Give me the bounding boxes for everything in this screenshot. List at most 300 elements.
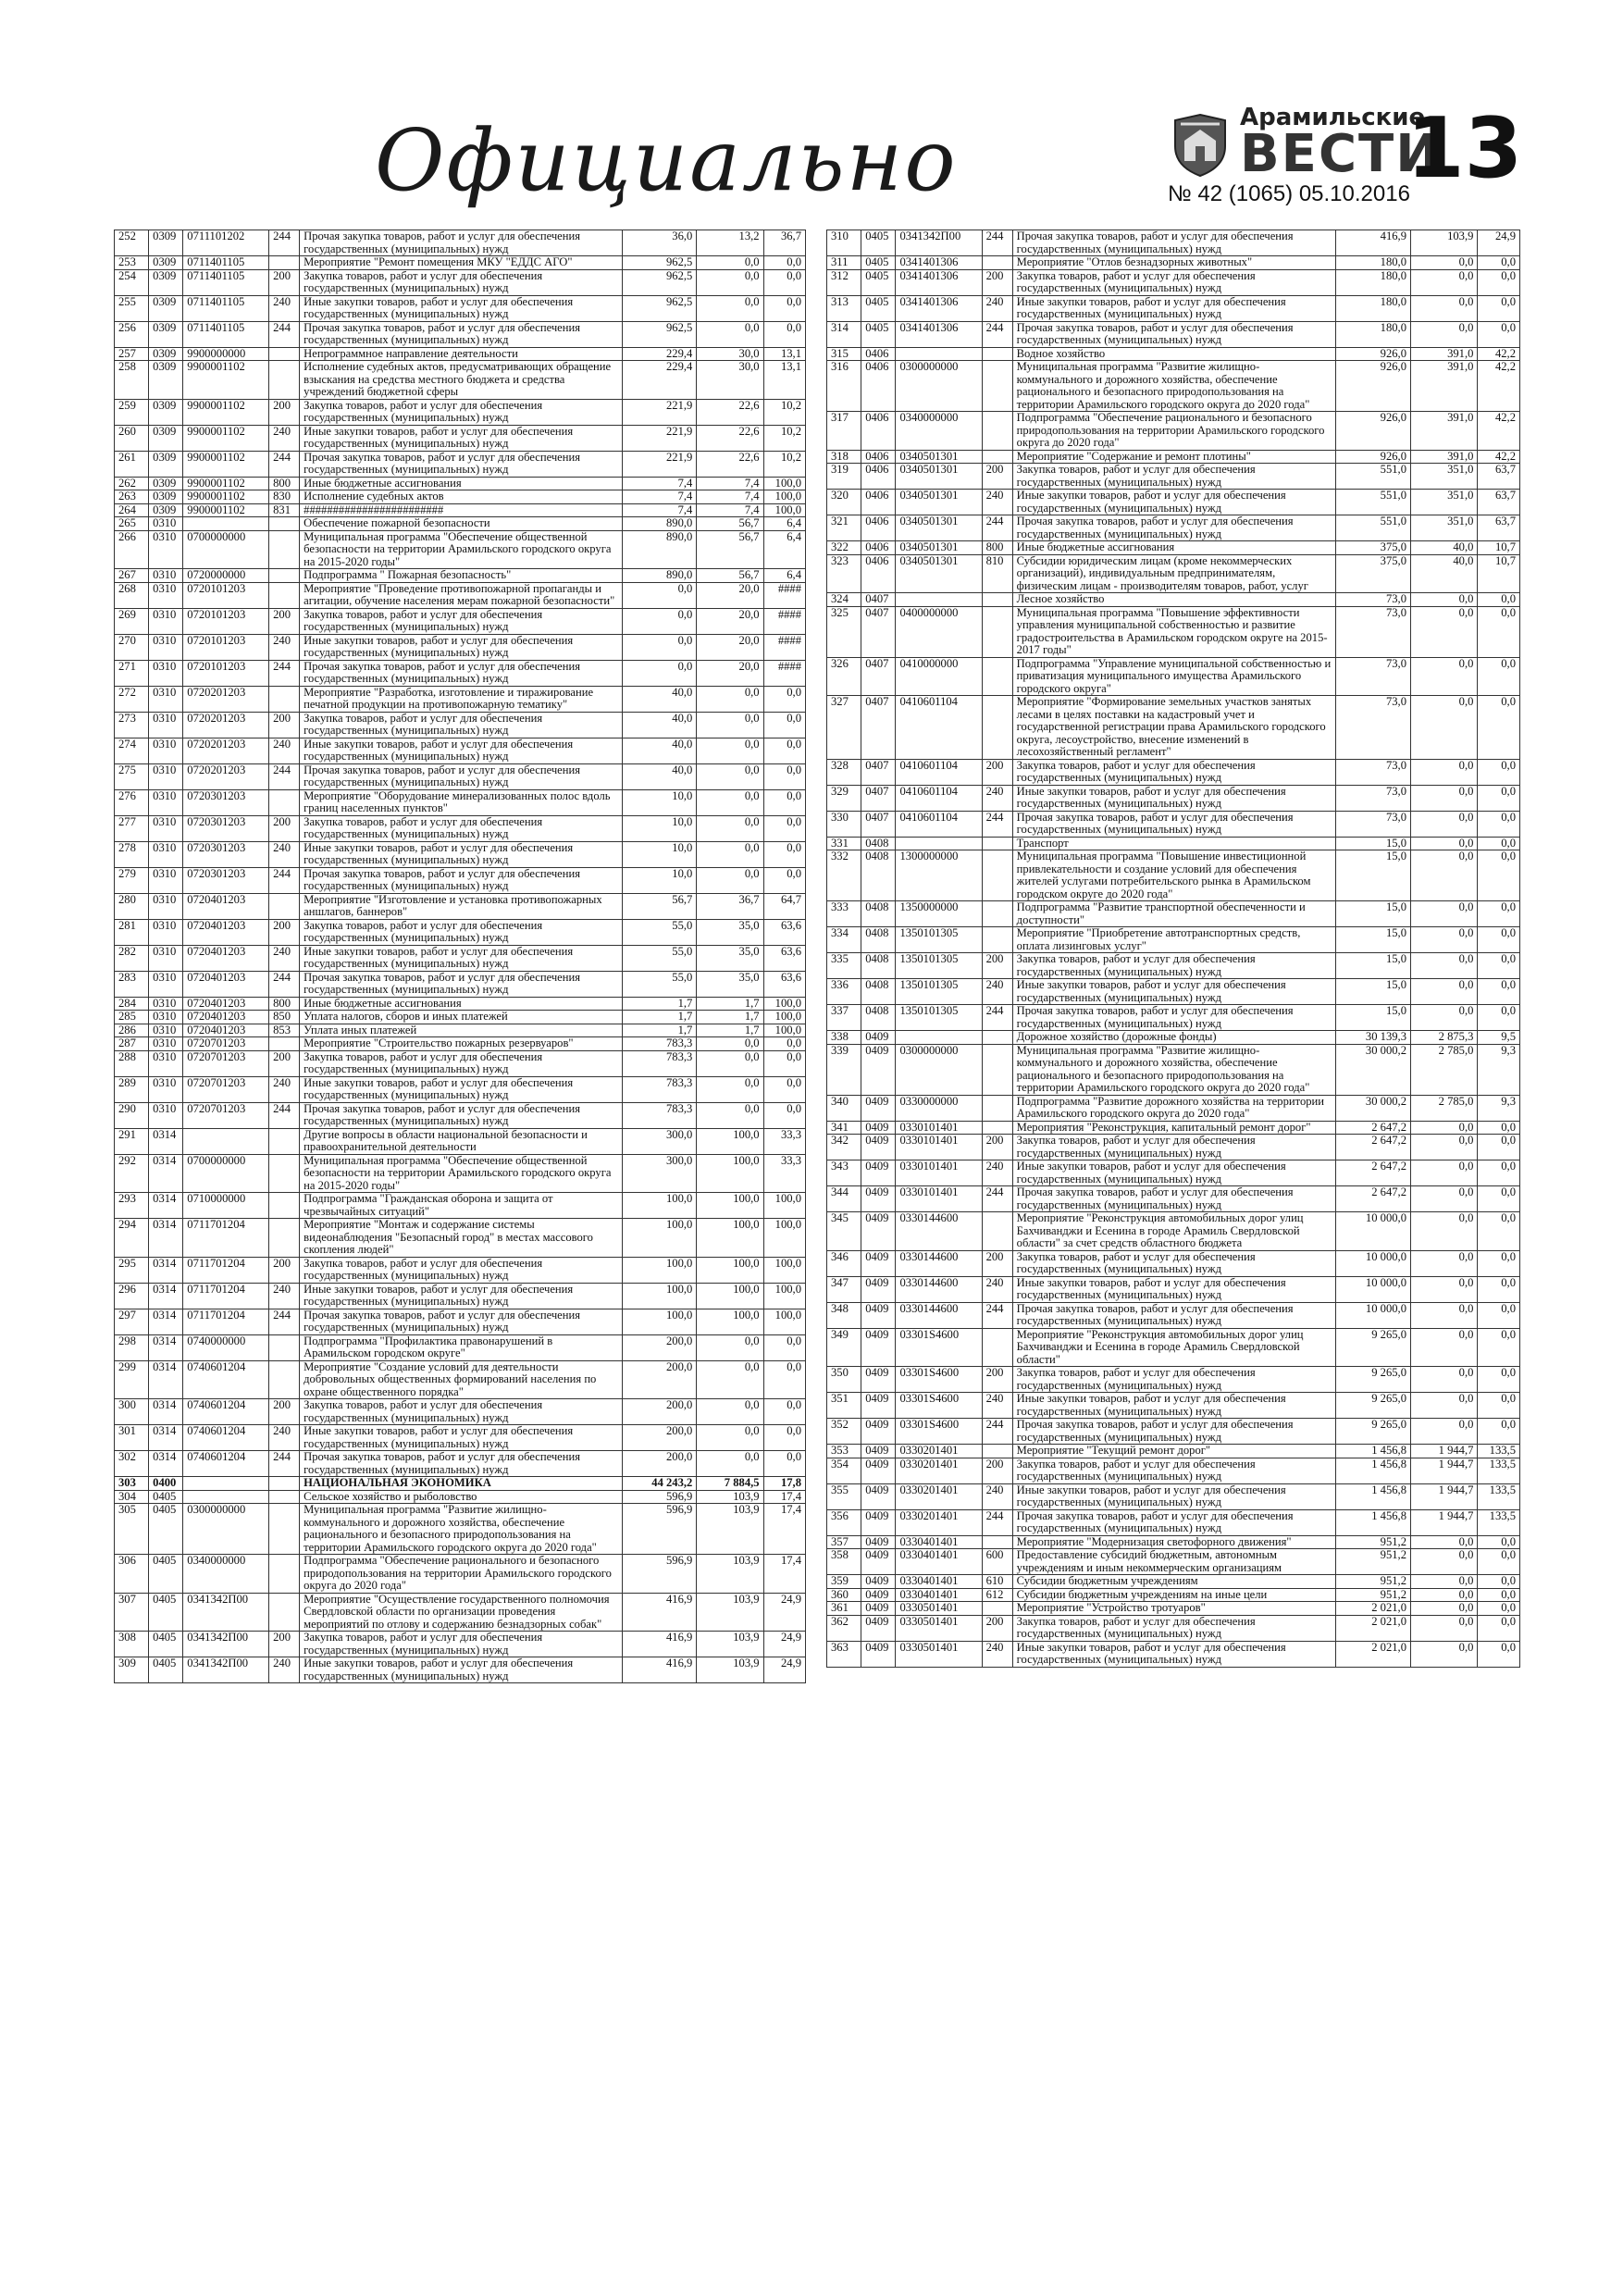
executed-amount-cell: 56,7 — [697, 569, 763, 583]
executed-amount-cell: 1,7 — [697, 1011, 763, 1024]
row-number-cell: 286 — [115, 1024, 149, 1037]
item-name-cell: ######################## — [300, 503, 623, 517]
expense-type-cell: 853 — [269, 1024, 300, 1037]
table-row — [827, 979, 1520, 1005]
table-row — [827, 412, 1520, 451]
executed-amount-cell: 0,0 — [1411, 696, 1478, 760]
item-name-cell: Дорожное хозяйство (дорожные фонды) — [1012, 1031, 1336, 1045]
item-name-cell: Мероприятие "Реконструкция автомобильных дорог улиц Бахчиванджи и Есенина в городе Арамиль Свердловской области" — [1012, 1328, 1336, 1367]
planned-amount-cell: 221,9 — [622, 451, 696, 477]
expense-type-cell — [982, 1044, 1012, 1095]
row-number-cell: 301 — [115, 1425, 149, 1451]
executed-amount-cell: 391,0 — [1411, 361, 1478, 412]
item-name-cell: Закупка товаров, работ и услуг для обеспечения государственных (муниципальных) нужд — [1012, 1615, 1336, 1641]
planned-amount-cell: 551,0 — [1336, 464, 1411, 490]
row-number-cell: 322 — [827, 541, 861, 555]
page-number: 13 — [1406, 100, 1523, 197]
item-name-cell: Водное хозяйство — [1012, 347, 1336, 361]
section-code-cell: 0310 — [149, 945, 183, 971]
target-code-cell — [183, 1477, 269, 1491]
row-number-cell: 284 — [115, 997, 149, 1011]
table-row — [115, 1632, 806, 1657]
row-number-cell: 334 — [827, 927, 861, 953]
execution-percent-cell: 24,9 — [763, 1657, 805, 1683]
row-number-cell: 270 — [115, 634, 149, 660]
expense-type-cell: 200 — [269, 919, 300, 945]
table-row — [115, 686, 806, 712]
target-code-cell: 0711701204 — [183, 1283, 269, 1309]
row-number-cell: 356 — [827, 1509, 861, 1535]
execution-percent-cell: 0,0 — [763, 815, 805, 841]
expense-type-cell — [982, 256, 1012, 270]
target-code-cell: 03301S4600 — [896, 1419, 982, 1445]
table-row — [827, 256, 1520, 270]
table-row — [827, 1549, 1520, 1575]
target-code-cell: 0720401203 — [183, 997, 269, 1011]
executed-amount-cell: 0,0 — [1411, 1419, 1478, 1445]
target-code-cell — [896, 347, 982, 361]
executed-amount-cell: 103,9 — [697, 1504, 763, 1555]
table-row — [115, 893, 806, 919]
execution-percent-cell: 100,0 — [763, 1193, 805, 1219]
planned-amount-cell: 375,0 — [1336, 541, 1411, 555]
target-code-cell: 0340501301 — [896, 541, 982, 555]
target-code-cell: 0711701204 — [183, 1257, 269, 1283]
target-code-cell: 0720101203 — [183, 634, 269, 660]
executed-amount-cell: 0,0 — [697, 1425, 763, 1451]
item-name-cell: Муниципальная программа "Развитие жилищно-коммунального и дорожного хозяйства, обеспечение рационального и безопасного природопользования на территории Арамильского городского округа до 2020 года" — [1012, 1044, 1336, 1095]
table-row — [115, 1555, 806, 1594]
execution-percent-cell: 17,4 — [763, 1490, 805, 1504]
target-code-cell: 0340000000 — [896, 412, 982, 451]
item-name-cell: Иные закупки товаров, работ и услуг для обеспечения государственных (муниципальных) нужд — [1012, 1483, 1336, 1509]
planned-amount-cell: 10,0 — [622, 841, 696, 867]
row-number-cell: 330 — [827, 811, 861, 837]
item-name-cell: Закупка товаров, работ и услуг для обеспечения государственных (муниципальных) нужд — [1012, 464, 1336, 490]
section-code-cell: 0408 — [861, 837, 896, 850]
table-row — [827, 1276, 1520, 1302]
item-name-cell: Мероприятия "Реконструкция, капитальный ремонт дорог" — [1012, 1121, 1336, 1135]
section-code-cell: 0406 — [861, 515, 896, 541]
expense-type-cell: 244 — [982, 811, 1012, 837]
table-row — [115, 530, 806, 569]
execution-percent-cell: 0,0 — [763, 1334, 805, 1360]
item-name-cell: Иные закупки товаров, работ и услуг для обеспечения государственных (муниципальных) нужд — [1012, 1276, 1336, 1302]
row-number-cell: 348 — [827, 1302, 861, 1328]
section-code-cell: 0310 — [149, 530, 183, 569]
execution-percent-cell: 0,0 — [1478, 811, 1520, 837]
expense-type-cell — [269, 1193, 300, 1219]
expense-type-cell — [982, 412, 1012, 451]
row-number-cell: 332 — [827, 850, 861, 901]
planned-amount-cell: 200,0 — [622, 1334, 696, 1360]
executed-amount-cell: 1,7 — [697, 997, 763, 1011]
target-code-cell: 0720701203 — [183, 1102, 269, 1128]
expense-type-cell: 240 — [982, 1160, 1012, 1186]
planned-amount-cell: 40,0 — [622, 712, 696, 738]
table-row — [827, 269, 1520, 295]
table-row — [827, 657, 1520, 696]
executed-amount-cell: 0,0 — [1411, 1367, 1478, 1393]
row-number-cell: 268 — [115, 582, 149, 608]
target-code-cell: 0720401203 — [183, 1011, 269, 1024]
expense-type-cell: 200 — [269, 1399, 300, 1425]
expense-type-cell: 244 — [269, 1309, 300, 1334]
planned-amount-cell: 229,4 — [622, 347, 696, 361]
execution-percent-cell: 0,0 — [763, 295, 805, 321]
table-row — [115, 1024, 806, 1037]
execution-percent-cell: 0,0 — [763, 686, 805, 712]
row-number-cell: 343 — [827, 1160, 861, 1186]
brand-top-text: Арамильские — [1240, 104, 1426, 131]
row-number-cell: 345 — [827, 1212, 861, 1251]
planned-amount-cell: 15,0 — [1336, 850, 1411, 901]
execution-percent-cell: 0,0 — [763, 321, 805, 347]
planned-amount-cell: 300,0 — [622, 1128, 696, 1154]
executed-amount-cell: 0,0 — [1411, 927, 1478, 953]
row-number-cell: 259 — [115, 399, 149, 425]
planned-amount-cell: 15,0 — [1336, 1005, 1411, 1031]
item-name-cell: Иные закупки товаров, работ и услуг для обеспечения государственных (муниципальных) нужд — [300, 295, 623, 321]
expense-type-cell: 244 — [269, 451, 300, 477]
execution-percent-cell: 17,8 — [763, 1477, 805, 1491]
planned-amount-cell: 73,0 — [1336, 696, 1411, 760]
planned-amount-cell: 44 243,2 — [622, 1477, 696, 1491]
expense-type-cell: 800 — [269, 997, 300, 1011]
table-row — [115, 1050, 806, 1076]
table-row — [115, 945, 806, 971]
section-code-cell: 0409 — [861, 1393, 896, 1419]
executed-amount-cell: 0,0 — [1411, 1328, 1478, 1367]
table-row — [827, 837, 1520, 850]
expense-type-cell: 244 — [982, 321, 1012, 347]
section-code-cell: 0405 — [149, 1555, 183, 1594]
executed-amount-cell: 0,0 — [1411, 1276, 1478, 1302]
planned-amount-cell: 2 647,2 — [1336, 1186, 1411, 1212]
table-row — [115, 1011, 806, 1024]
planned-amount-cell: 416,9 — [1336, 230, 1411, 256]
executed-amount-cell: 0,0 — [1411, 606, 1478, 657]
execution-percent-cell: 9,5 — [1478, 1031, 1520, 1045]
executed-amount-cell: 56,7 — [697, 530, 763, 569]
section-code-cell: 0407 — [861, 606, 896, 657]
execution-percent-cell: 6,4 — [763, 517, 805, 531]
item-name-cell: Закупка товаров, работ и услуг для обеспечения государственных (муниципальных) нужд — [300, 815, 623, 841]
execution-percent-cell: 100,0 — [763, 1024, 805, 1037]
target-code-cell: 0711401105 — [183, 295, 269, 321]
execution-percent-cell: 0,0 — [1478, 593, 1520, 607]
execution-percent-cell: 0,0 — [1478, 657, 1520, 696]
section-code-cell: 0405 — [149, 1504, 183, 1555]
table-row — [827, 541, 1520, 555]
target-code-cell: 0400000000 — [896, 606, 982, 657]
executed-amount-cell: 0,0 — [1411, 1005, 1478, 1031]
table-row — [115, 712, 806, 738]
table-row — [827, 554, 1520, 593]
item-name-cell: Прочая закупка товаров, работ и услуг для обеспечения государственных (муниципальных) нужд — [1012, 1302, 1336, 1328]
section-code-cell: 0407 — [861, 785, 896, 811]
expense-type-cell — [982, 850, 1012, 901]
table-row — [115, 815, 806, 841]
item-name-cell: Закупка товаров, работ и услуг для обеспечения государственных (муниципальных) нужд — [300, 399, 623, 425]
expense-type-cell: 240 — [982, 785, 1012, 811]
section-code-cell: 0409 — [861, 1445, 896, 1458]
item-name-cell: Мероприятие "Монтаж и содержание системы видеонаблюдения "Безопасный город" в местах массового скопления людей" — [300, 1219, 623, 1258]
row-number-cell: 315 — [827, 347, 861, 361]
item-name-cell: Иные закупки товаров, работ и услуг для обеспечения государственных (муниципальных) нужд — [1012, 1160, 1336, 1186]
row-number-cell: 267 — [115, 569, 149, 583]
expense-type-cell: 810 — [982, 554, 1012, 593]
planned-amount-cell: 926,0 — [1336, 361, 1411, 412]
planned-amount-cell: 73,0 — [1336, 593, 1411, 607]
section-code-cell: 0314 — [149, 1309, 183, 1334]
row-number-cell: 285 — [115, 1011, 149, 1024]
executed-amount-cell: 0,0 — [697, 256, 763, 270]
item-name-cell: Мероприятие "Текущий ремонт дорог" — [1012, 1445, 1336, 1458]
item-name-cell: Прочая закупка товаров, работ и услуг для обеспечения государственных (муниципальных) нужд — [1012, 1419, 1336, 1445]
item-name-cell: Муниципальная программа "Повышение эффективности управления муниципальной собственностью и развитие градостроительства в Арамильском городском округе на 2015-2017 годы" — [1012, 606, 1336, 657]
execution-percent-cell: 6,4 — [763, 569, 805, 583]
execution-percent-cell: 100,0 — [763, 1257, 805, 1283]
expense-type-cell: 240 — [982, 295, 1012, 321]
table-row — [827, 321, 1520, 347]
section-code-cell: 0310 — [149, 660, 183, 686]
execution-percent-cell: 10,2 — [763, 451, 805, 477]
execution-percent-cell: 0,0 — [1478, 1302, 1520, 1328]
section-code-cell: 0409 — [861, 1367, 896, 1393]
target-code-cell: 0340501301 — [896, 490, 982, 515]
target-code-cell: 0720201203 — [183, 738, 269, 763]
section-code-cell: 0408 — [861, 850, 896, 901]
target-code-cell: 0341342П00 — [896, 230, 982, 256]
expense-type-cell: 240 — [982, 1276, 1012, 1302]
target-code-cell: 0720201203 — [183, 763, 269, 789]
section-code-cell: 0406 — [861, 450, 896, 464]
target-code-cell: 0330501401 — [896, 1615, 982, 1641]
execution-percent-cell: 24,9 — [763, 1593, 805, 1632]
table-row — [115, 517, 806, 531]
section-code-cell: 0406 — [861, 361, 896, 412]
row-number-cell: 261 — [115, 451, 149, 477]
target-code-cell: 0720301203 — [183, 867, 269, 893]
section-code-cell: 0409 — [861, 1535, 896, 1549]
item-name-cell: Иные закупки товаров, работ и услуг для обеспечения государственных (муниципальных) нужд — [300, 945, 623, 971]
table-row — [115, 634, 806, 660]
target-code-cell: 0330101401 — [896, 1135, 982, 1160]
planned-amount-cell: 416,9 — [622, 1632, 696, 1657]
execution-percent-cell: 0,0 — [1478, 256, 1520, 270]
table-row — [115, 503, 806, 517]
row-number-cell: 269 — [115, 608, 149, 634]
execution-percent-cell: 0,0 — [763, 1425, 805, 1451]
execution-percent-cell: 133,5 — [1478, 1483, 1520, 1509]
section-code-cell: 0310 — [149, 919, 183, 945]
planned-amount-cell: 416,9 — [622, 1657, 696, 1683]
row-number-cell: 265 — [115, 517, 149, 531]
section-code-cell: 0408 — [861, 953, 896, 979]
table-row — [827, 1135, 1520, 1160]
item-name-cell: Муниципальная программа "Повышение инвестиционной привлекательности и создание условий для обеспечения жителей услугами потребительского рынка в Арамильском городском округе до 2020 года" — [1012, 850, 1336, 901]
table-row — [827, 696, 1520, 760]
section-code-cell: 0309 — [149, 347, 183, 361]
target-code-cell: 1350101305 — [896, 927, 982, 953]
execution-percent-cell: 42,2 — [1478, 361, 1520, 412]
item-name-cell: Иные закупки товаров, работ и услуг для обеспечения государственных (муниципальных) нужд — [300, 841, 623, 867]
table-row — [115, 867, 806, 893]
execution-percent-cell: 0,0 — [763, 1076, 805, 1102]
section-code-cell: 0409 — [861, 1044, 896, 1095]
target-code-cell: 0340501301 — [896, 515, 982, 541]
expense-type-cell: 200 — [982, 1367, 1012, 1393]
row-number-cell: 355 — [827, 1483, 861, 1509]
executed-amount-cell: 7 884,5 — [697, 1477, 763, 1491]
section-code-cell: 0310 — [149, 997, 183, 1011]
target-code-cell: 9900001102 — [183, 399, 269, 425]
target-code-cell: 9900001102 — [183, 451, 269, 477]
section-code-cell: 0309 — [149, 503, 183, 517]
target-code-cell: 0341401306 — [896, 295, 982, 321]
section-code-cell: 0309 — [149, 230, 183, 256]
row-number-cell: 252 — [115, 230, 149, 256]
table-row — [827, 1575, 1520, 1589]
row-number-cell: 288 — [115, 1050, 149, 1076]
target-code-cell: 0711701204 — [183, 1219, 269, 1258]
executed-amount-cell: 35,0 — [697, 945, 763, 971]
target-code-cell: 0330501401 — [896, 1602, 982, 1616]
executed-amount-cell: 36,7 — [697, 893, 763, 919]
section-code-cell: 0409 — [861, 1328, 896, 1367]
executed-amount-cell: 0,0 — [697, 763, 763, 789]
section-code-cell: 0406 — [861, 464, 896, 490]
expense-type-cell: 240 — [982, 1483, 1012, 1509]
planned-amount-cell: 951,2 — [1336, 1549, 1411, 1575]
section-code-cell: 0406 — [861, 412, 896, 451]
executed-amount-cell: 0,0 — [1411, 256, 1478, 270]
executed-amount-cell: 0,0 — [1411, 1250, 1478, 1276]
table-row — [827, 1302, 1520, 1328]
row-number-cell: 287 — [115, 1037, 149, 1051]
execution-percent-cell: 100,0 — [763, 1219, 805, 1258]
planned-amount-cell: 10,0 — [622, 867, 696, 893]
executed-amount-cell: 0,0 — [1411, 850, 1478, 901]
section-code-cell: 0407 — [861, 811, 896, 837]
execution-percent-cell: 10,2 — [763, 425, 805, 451]
item-name-cell: Закупка товаров, работ и услуг для обеспечения государственных (муниципальных) нужд — [1012, 759, 1336, 785]
row-number-cell: 254 — [115, 269, 149, 295]
executed-amount-cell: 20,0 — [697, 582, 763, 608]
item-name-cell: Иные бюджетные ассигнования — [1012, 541, 1336, 555]
planned-amount-cell: 9 265,0 — [1336, 1393, 1411, 1419]
execution-percent-cell: 0,0 — [1478, 1160, 1520, 1186]
expense-type-cell — [982, 1121, 1012, 1135]
executed-amount-cell: 391,0 — [1411, 450, 1478, 464]
section-code-cell: 0405 — [861, 230, 896, 256]
executed-amount-cell: 56,7 — [697, 517, 763, 531]
target-code-cell: 0710000000 — [183, 1193, 269, 1219]
target-code-cell: 0330201401 — [896, 1509, 982, 1535]
execution-percent-cell: 100,0 — [763, 1309, 805, 1334]
section-code-cell: 0409 — [861, 1250, 896, 1276]
row-number-cell: 303 — [115, 1477, 149, 1491]
executed-amount-cell: 103,9 — [697, 1490, 763, 1504]
section-code-cell: 0309 — [149, 321, 183, 347]
section-code-cell: 0409 — [861, 1483, 896, 1509]
target-code-cell: 9900001102 — [183, 477, 269, 490]
target-code-cell: 0711401105 — [183, 321, 269, 347]
item-name-cell: Прочая закупка товаров, работ и услуг для обеспечения государственных (муниципальных) нужд — [1012, 1186, 1336, 1212]
item-name-cell: Прочая закупка товаров, работ и услуг для обеспечения государственных (муниципальных) нужд — [300, 230, 623, 256]
table-row — [827, 927, 1520, 953]
expense-type-cell: 240 — [982, 490, 1012, 515]
execution-percent-cell: 0,0 — [763, 256, 805, 270]
execution-percent-cell: 0,0 — [763, 1360, 805, 1399]
item-name-cell: Уплата иных платежей — [300, 1024, 623, 1037]
target-code-cell: 0330144600 — [896, 1302, 982, 1328]
planned-amount-cell: 951,2 — [1336, 1535, 1411, 1549]
item-name-cell: Прочая закупка товаров, работ и услуг для обеспечения государственных (муниципальных) нужд — [300, 1102, 623, 1128]
expense-type-cell: 244 — [982, 1302, 1012, 1328]
planned-amount-cell: 15,0 — [1336, 837, 1411, 850]
executed-amount-cell: 0,0 — [697, 1334, 763, 1360]
item-name-cell: Субсидии юридическим лицам (кроме некоммерческих организаций), индивидуальным предпринимателям, физическим лицам - производителям товаров, работ, услуг — [1012, 554, 1336, 593]
expense-type-cell — [269, 1334, 300, 1360]
row-number-cell: 360 — [827, 1588, 861, 1602]
item-name-cell: Иные закупки товаров, работ и услуг для обеспечения государственных (муниципальных) нужд — [300, 1076, 623, 1102]
section-code-cell: 0310 — [149, 1011, 183, 1024]
execution-percent-cell: 0,0 — [763, 738, 805, 763]
expense-type-cell: 830 — [269, 490, 300, 504]
execution-percent-cell: 0,0 — [1478, 837, 1520, 850]
item-name-cell: Мероприятие "Разработка, изготовление и тиражирование печатной продукции на противопожарную тематику" — [300, 686, 623, 712]
table-row — [827, 593, 1520, 607]
target-code-cell: 0341342П00 — [183, 1593, 269, 1632]
item-name-cell: Иные закупки товаров, работ и услуг для обеспечения государственных (муниципальных) нужд — [1012, 1641, 1336, 1667]
executed-amount-cell: 0,0 — [1411, 1615, 1478, 1641]
executed-amount-cell: 2 875,3 — [1411, 1031, 1478, 1045]
planned-amount-cell: 200,0 — [622, 1451, 696, 1477]
table-row — [827, 1602, 1520, 1616]
executed-amount-cell: 0,0 — [1411, 269, 1478, 295]
target-code-cell: 0720401203 — [183, 919, 269, 945]
row-number-cell: 316 — [827, 361, 861, 412]
table-row — [115, 660, 806, 686]
item-name-cell: Лесное хозяйство — [1012, 593, 1336, 607]
table-row — [827, 1641, 1520, 1667]
executed-amount-cell: 20,0 — [697, 634, 763, 660]
expense-type-cell: 240 — [269, 945, 300, 971]
execution-percent-cell: 0,0 — [1478, 295, 1520, 321]
section-title: Официально — [375, 111, 958, 210]
table-row — [115, 608, 806, 634]
row-number-cell: 298 — [115, 1334, 149, 1360]
section-code-cell: 0409 — [861, 1302, 896, 1328]
item-name-cell: Подпрограмма "Обеспечение рационального и безопасного природопользования на территории Арамильского городского округа до 2020 года" — [300, 1555, 623, 1594]
row-number-cell: 312 — [827, 269, 861, 295]
row-number-cell: 304 — [115, 1490, 149, 1504]
planned-amount-cell: 73,0 — [1336, 811, 1411, 837]
execution-percent-cell: 100,0 — [763, 477, 805, 490]
execution-percent-cell: 0,0 — [1478, 1186, 1520, 1212]
target-code-cell: 1300000000 — [896, 850, 982, 901]
planned-amount-cell: 9 265,0 — [1336, 1419, 1411, 1445]
planned-amount-cell: 100,0 — [622, 1309, 696, 1334]
table-row — [115, 295, 806, 321]
row-number-cell: 321 — [827, 515, 861, 541]
executed-amount-cell: 0,0 — [1411, 1602, 1478, 1616]
item-name-cell: Мероприятие "Модернизация светофорного движения" — [1012, 1535, 1336, 1549]
target-code-cell: 03301S4600 — [896, 1328, 982, 1367]
item-name-cell: Закупка товаров, работ и услуг для обеспечения государственных (муниципальных) нужд — [300, 269, 623, 295]
